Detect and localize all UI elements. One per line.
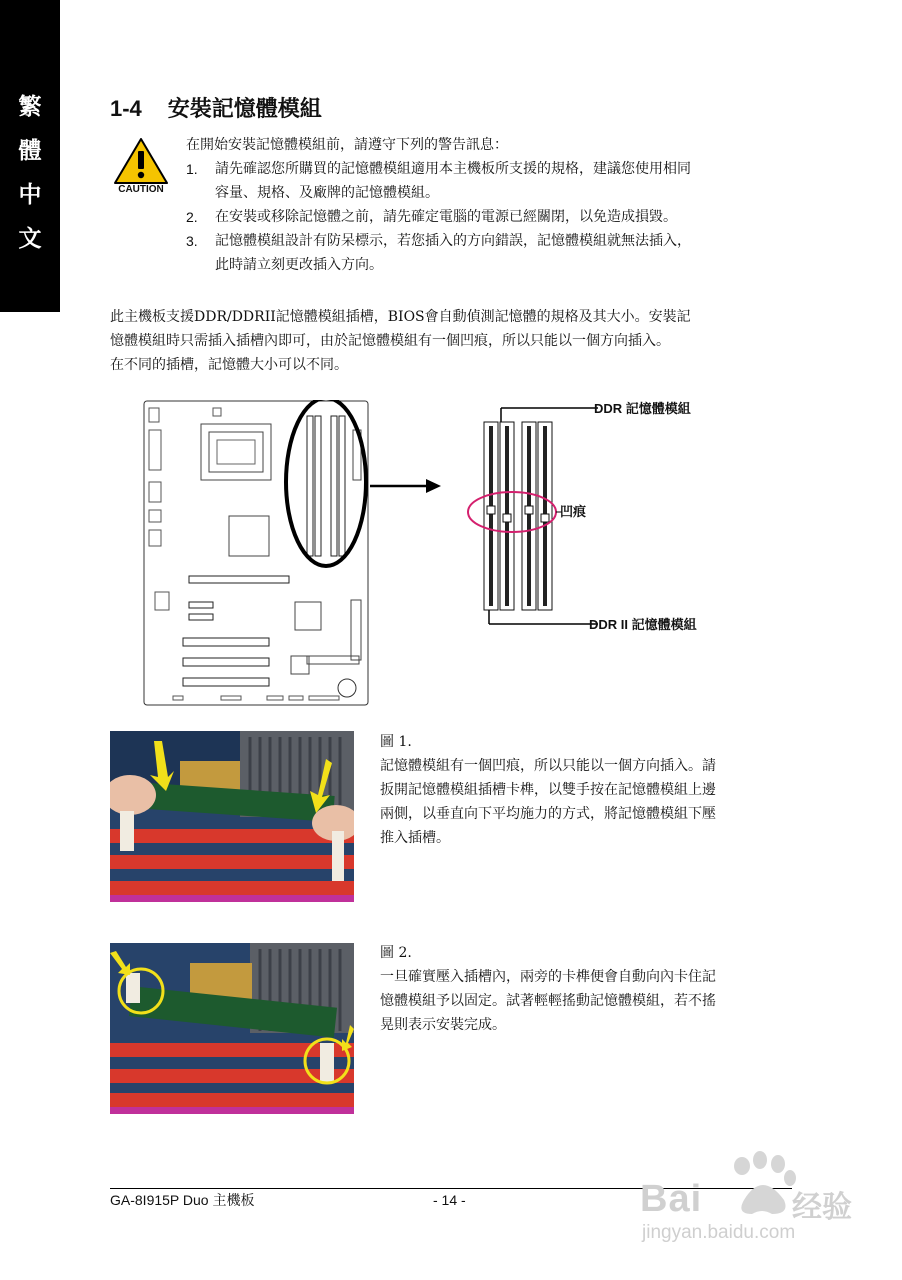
figure-1-caption: 圖 1. (380, 734, 412, 750)
side-tab-char: 文 (18, 225, 42, 252)
ddr-slot-label: DDR 記憶體模組 (594, 401, 691, 416)
arrow-right-icon (370, 478, 442, 494)
caution-item-text: 在安裝或移除記憶體之前，請先確定電腦的電源已經關閉，以免造成損毀。 (215, 209, 677, 225)
side-tab-char: 體 (18, 137, 42, 164)
figure-1-text-line: 扳開記憶體模組插槽卡榫，以雙手按在記憶體模組上邊 (380, 782, 716, 798)
body-paragraph-line: 此主機板支援DDR/DDRII記憶體模組插槽，BIOS會自動偵測記憶體的規格及其大小。安裝記 (110, 309, 691, 325)
caution-item-number: 2. (186, 209, 198, 225)
install-photo-1 (110, 731, 354, 902)
notch-label: 凹痕 (560, 505, 587, 520)
caution-intro: 在開始安裝記憶體模組前，請遵守下列的警告訊息： (186, 137, 508, 153)
section-heading (110, 92, 322, 123)
watermark-brand-cn: 经验 (792, 1190, 852, 1225)
motherboard-diagram (143, 400, 369, 706)
body-paragraph-line: 在不同的插槽，記憶體大小可以不同。 (110, 357, 348, 373)
caution-label: CAUTION (118, 184, 164, 195)
caution-item-text: 記憶體模組設計有防呆標示，若您插入的方向錯誤，記憶體模組就無法插入， (215, 233, 691, 249)
figure-2-text-line: 晃則表示安裝完成。 (380, 1017, 506, 1033)
body-paragraph-line: 憶體模組時只需插入插槽內即可，由於記憶體模組有一個凹痕，所以只能以一個方向插入。 (110, 333, 670, 349)
caution-item-text: 此時請立刻更改插入方向。 (215, 257, 383, 273)
caution-icon (112, 137, 170, 199)
ddr2-slot-label: DDR II 記憶體模組 (589, 617, 697, 632)
figure-2-text-line: 一旦確實壓入插槽內，兩旁的卡榫便會自動向內卡住記 (380, 969, 716, 985)
section-number: 1-4 (110, 96, 142, 121)
watermark-brand: Bai (640, 1178, 703, 1220)
watermark-url: jingyan.baidu.com (642, 1222, 796, 1243)
figure-2-text-line: 憶體模組予以固定。試著輕輕搖動記憶體模組，若不搖 (380, 993, 716, 1009)
side-tab-char: 繁 (18, 93, 42, 120)
caution-item-text: 容量、規格、及廠牌的記憶體模組。 (215, 185, 439, 201)
caution-item-number: 1. (186, 161, 198, 177)
footer-model: GA-8I915P Duo 主機板 (110, 1192, 255, 1208)
figure-1-text-line: 推入插槽。 (380, 830, 450, 846)
caution-item-text: 請先確認您所購買的記憶體模組適用本主機板所支援的規格，建議您使用相同 (215, 161, 691, 177)
caution-item-number: 3. (186, 233, 198, 249)
section-title: 安裝記憶體模組 (167, 96, 322, 122)
figure-2-caption: 圖 2. (380, 945, 412, 961)
figure-1-text-line: 記憶體模組有一個凹痕，所以只能以一個方向插入。請 (380, 758, 716, 774)
language-side-tab (0, 0, 60, 312)
footer-page-number: - 14 - (433, 1192, 466, 1208)
figure-1-text-line: 兩側，以垂直向下平均施力的方式，將記憶體模組下壓 (380, 806, 716, 822)
side-tab-char: 中 (18, 181, 42, 208)
install-photo-2 (110, 943, 354, 1114)
